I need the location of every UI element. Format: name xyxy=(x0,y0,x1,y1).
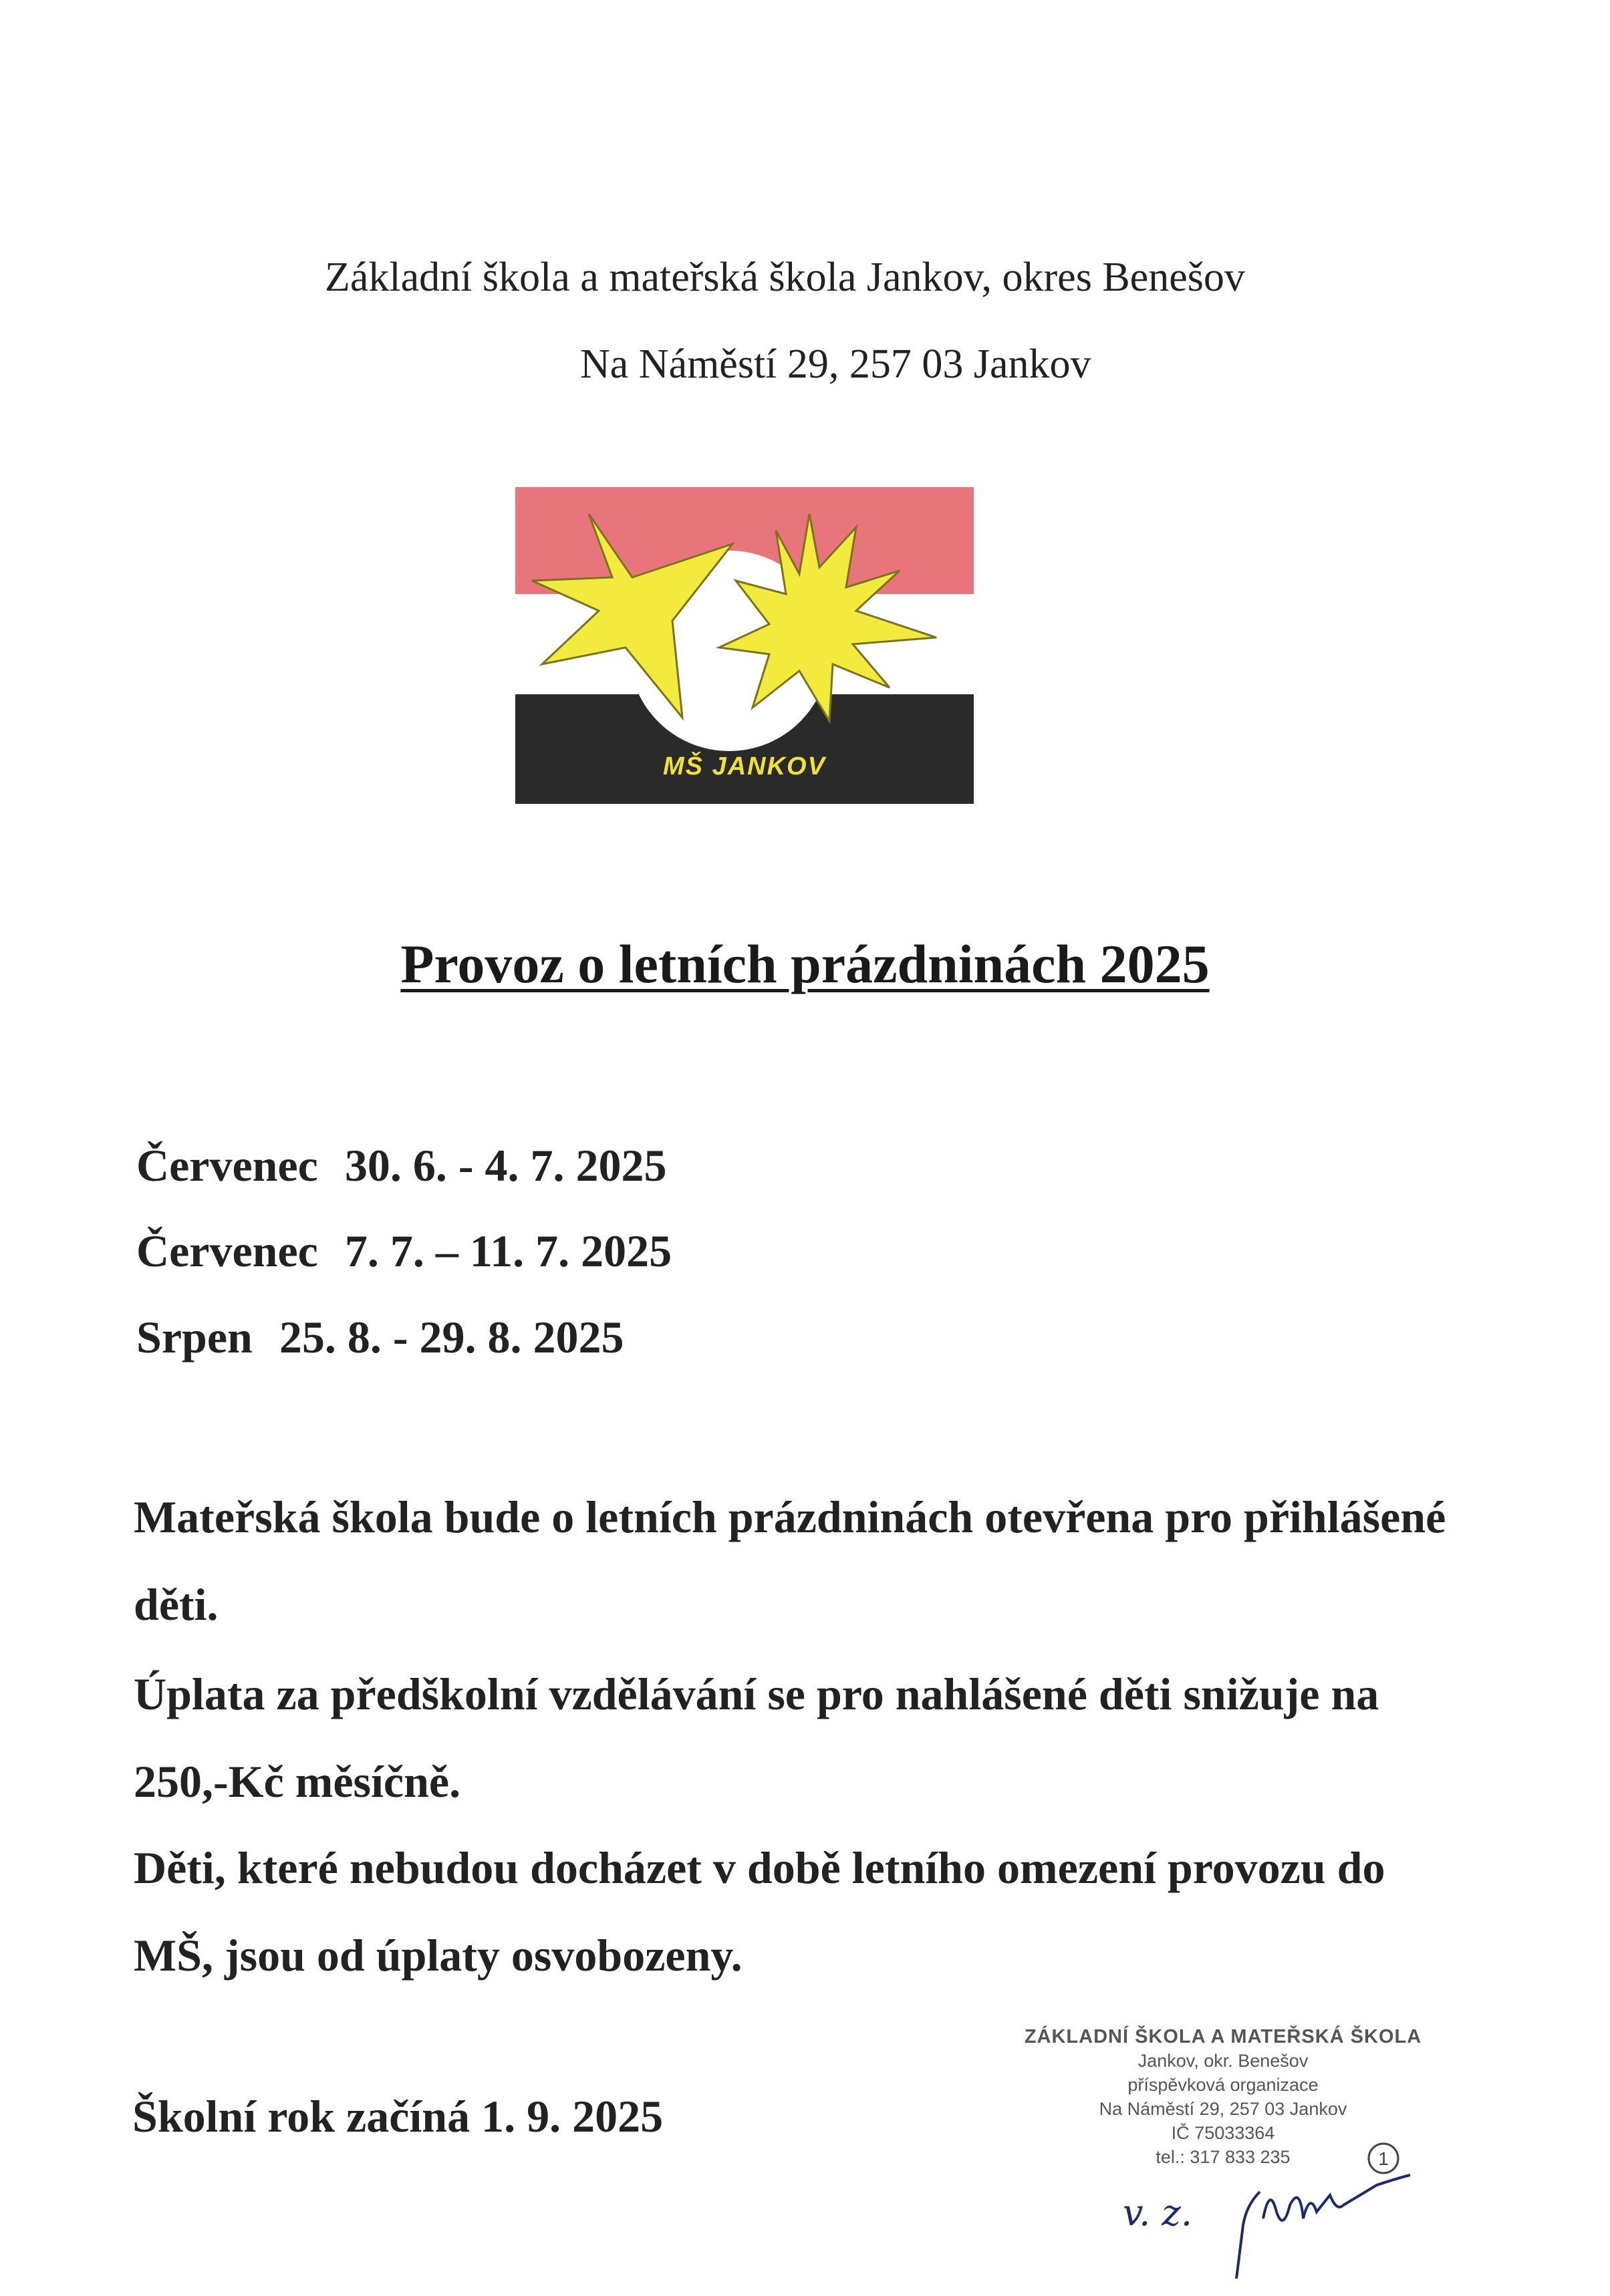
signature-stroke xyxy=(1263,2175,1410,2220)
stamp-line: Na Náměstí 29, 257 03 Jankov xyxy=(1099,2099,1347,2119)
schedule-month: Červenec xyxy=(136,1140,318,1191)
schedule-row xyxy=(136,1225,672,1278)
schedule-range: 25. 8. - 29. 8. 2025 xyxy=(279,1312,624,1362)
school-logo xyxy=(515,487,974,804)
school-year-start: Školní rok začíná 1. 9. 2025 xyxy=(132,2091,664,2142)
schedule-range: 7. 7. – 11. 7. 2025 xyxy=(344,1226,672,1276)
stamp-line: Jankov, okr. Benešov xyxy=(1137,2051,1309,2071)
signature-prefix: v. z. xyxy=(1123,2192,1193,2234)
schedule-range: 30. 6. - 4. 7. 2025 xyxy=(344,1140,667,1191)
signature-stroke xyxy=(1236,2192,1260,2279)
paragraph-exemption: Děti, které nebudou docházet v době letního omezení provozu do MŠ, jsou od úplaty osvobozeny. xyxy=(134,1842,1385,1981)
schedule-row xyxy=(136,1311,624,1364)
paragraph-opening: Mateřská škola bude o letních prázdninách otevřena pro přihlášené děti. xyxy=(134,1491,1446,1630)
stamp-line: ZÁKLADNÍ ŠKOLA A MATEŘSKÁ ŠKOLA xyxy=(1024,2026,1422,2047)
stamp-line: příspěvková organizace xyxy=(1127,2075,1319,2095)
school-address: Na Náměstí 29, 257 03 Jankov xyxy=(580,341,1091,387)
paragraph-fee: Úplata za předškolní vzdělávání se pro nahlášené děti snižuje na 250,-Kč měsíčně. xyxy=(134,1669,1379,1807)
logo-caption: MŠ JANKOV xyxy=(663,752,826,780)
signature xyxy=(1109,2132,1484,2292)
page-title: Provoz o letních prázdninách 2025 xyxy=(400,934,1210,994)
schedule-row xyxy=(136,1139,667,1192)
stamp-line: IČ 75033364 xyxy=(1171,2123,1275,2143)
stamp-line: tel.: 317 833 235 xyxy=(1156,2147,1291,2167)
stamp-number: 1 xyxy=(1378,2148,1389,2169)
schedule-month: Červenec xyxy=(136,1226,318,1276)
schedule-month: Srpen xyxy=(136,1312,253,1362)
school-name: Základní škola a mateřská škola Jankov, okres Benešov xyxy=(325,255,1245,300)
